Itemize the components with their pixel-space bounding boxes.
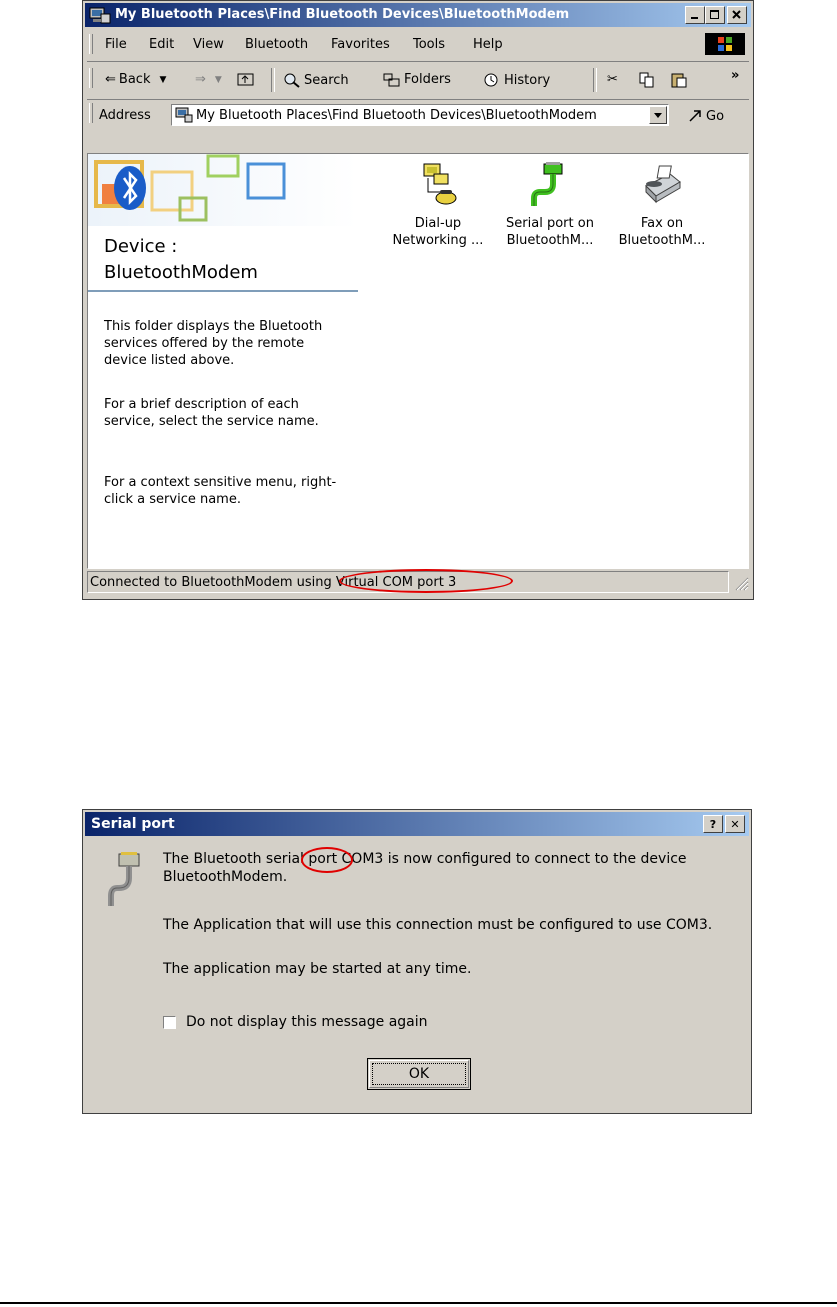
menu-tools[interactable]: Tools: [413, 37, 446, 52]
service-label-line2: BluetoothM...: [506, 233, 594, 248]
menu-file[interactable]: File: [105, 37, 127, 52]
explorer-title: My Bluetooth Places\Find Bluetooth Devices\BluetoothModem: [115, 7, 570, 22]
dont-show-again-label: Do not display this message again: [186, 1014, 428, 1030]
chevron-down-icon: [650, 107, 666, 123]
service-label: [498, 215, 602, 249]
dialog-title: Serial port: [91, 816, 175, 832]
minimize-icon: [690, 10, 700, 20]
search-button[interactable]: [283, 72, 349, 88]
dialog-title-bar[interactable]: [85, 812, 749, 836]
ok-button[interactable]: [367, 1058, 471, 1090]
service-label-line1: Dial-up: [414, 216, 462, 231]
address-bar: [87, 99, 749, 130]
scissors-icon: ✂: [607, 72, 618, 87]
history-icon: [483, 72, 501, 88]
service-label-line2: Networking ...: [392, 233, 484, 248]
history-label: History: [504, 72, 551, 88]
copy-icon: [639, 72, 655, 88]
service-label-line1: Fax on: [640, 216, 684, 231]
back-dropdown-icon: ▼: [159, 74, 167, 85]
dialog-message-start: The application may be started at any time.: [163, 961, 472, 977]
toolbar-separator-2: [593, 68, 597, 92]
go-arrow-icon: [687, 108, 703, 124]
menu-bar-grip[interactable]: [89, 34, 93, 54]
toolbar-overflow-chevron-icon[interactable]: »: [731, 68, 740, 83]
folders-icon: [383, 73, 401, 87]
history-button[interactable]: [483, 72, 550, 88]
device-heading: [104, 234, 258, 286]
close-icon: [732, 10, 742, 20]
address-value: My Bluetooth Places\Find Bluetooth Devices\BluetoothModem: [196, 108, 597, 123]
web-view-pane: [88, 154, 358, 568]
menu-bar: [87, 31, 749, 57]
forward-button[interactable]: [195, 72, 222, 87]
status-text: Connected to BluetoothModem using Virtual COM port 3: [87, 571, 729, 593]
back-label: Back: [118, 72, 151, 87]
bluetooth-banner-icon: [88, 154, 358, 226]
service-label: [386, 215, 490, 249]
address-input[interactable]: [171, 104, 669, 126]
forward-dropdown-icon: ▼: [214, 74, 222, 85]
explorer-title-bar[interactable]: [85, 3, 751, 27]
pane-paragraph-1: This folder displays the Bluetooth services offered by the remote device listed above.: [104, 319, 323, 368]
serial-cable-icon: [105, 852, 145, 908]
standard-toolbar: [87, 61, 749, 96]
status-bar: [87, 571, 749, 595]
back-button[interactable]: [105, 72, 166, 87]
toolbar-separator: [271, 68, 275, 92]
service-serial-port[interactable]: [498, 162, 602, 249]
address-label: Address: [99, 108, 151, 123]
copy-button[interactable]: [639, 72, 655, 88]
service-label-line1: Serial port on: [506, 216, 594, 231]
cut-button[interactable]: [607, 72, 618, 87]
ok-label: OK: [408, 1066, 430, 1082]
menu-bluetooth[interactable]: Bluetooth: [245, 37, 309, 52]
minimize-button[interactable]: [685, 6, 705, 24]
folders-button[interactable]: [383, 72, 451, 87]
maximize-icon: [710, 10, 720, 20]
close-icon: ✕: [730, 817, 740, 831]
dialog-message-line2: BluetoothModem.: [163, 869, 288, 885]
explorer-window: [82, 0, 754, 600]
service-label: [610, 215, 714, 249]
address-dropdown-button[interactable]: [649, 106, 667, 124]
windows-logo: [705, 33, 745, 55]
close-button[interactable]: [727, 6, 747, 24]
menu-view[interactable]: View: [193, 37, 224, 52]
page-bottom-rule: [0, 1302, 837, 1304]
help-icon: ?: [709, 817, 717, 831]
maximize-button[interactable]: [705, 6, 725, 24]
paste-button[interactable]: [671, 72, 687, 88]
service-label-line2: BluetoothM...: [618, 233, 706, 248]
up-folder-button[interactable]: [237, 72, 255, 86]
folder-content: [87, 153, 749, 569]
pane-paragraph-3: For a context sensitive menu, right-click a service name.: [104, 475, 337, 507]
folders-label: Folders: [404, 72, 451, 87]
dialog-message-line1: The Bluetooth serial port COM3 is now configured to connect to the device: [163, 851, 687, 867]
address-bar-grip[interactable]: [89, 103, 93, 123]
search-label: Search: [304, 72, 349, 88]
fax-icon: [640, 162, 684, 206]
pane-paragraph-2: For a brief description of each service, select the service name.: [104, 397, 319, 429]
go-label: Go: [706, 108, 725, 124]
menu-help[interactable]: Help: [473, 37, 503, 52]
resize-grip-icon[interactable]: [733, 575, 749, 591]
dialog-message-app: The Application that will use this connection must be configured to use COM3.: [163, 917, 713, 933]
dont-show-again-option[interactable]: [163, 1014, 428, 1030]
search-icon: [283, 72, 301, 88]
bluetooth-places-icon: [89, 6, 111, 28]
back-arrow-icon: ⇐: [105, 72, 116, 87]
dialog-close-button[interactable]: [725, 815, 745, 833]
dont-show-again-checkbox[interactable]: [163, 1016, 176, 1029]
bluetooth-places-icon-small: [175, 107, 193, 123]
service-dialup-networking[interactable]: [386, 162, 490, 249]
paste-icon: [671, 72, 687, 88]
help-button[interactable]: [703, 815, 723, 833]
windows-flag-icon: [717, 36, 733, 52]
service-fax[interactable]: [610, 162, 714, 249]
go-button[interactable]: [687, 108, 724, 124]
menu-edit[interactable]: Edit: [149, 37, 175, 52]
pane-divider: [88, 290, 358, 292]
forward-arrow-icon: ⇒: [195, 72, 206, 87]
dialup-networking-icon: [418, 162, 458, 206]
device-label: Device :: [104, 236, 178, 257]
up-folder-icon: [237, 72, 255, 86]
menu-favorites[interactable]: Favorites: [331, 37, 390, 52]
serial-port-dialog: [82, 809, 752, 1114]
toolbar-grip[interactable]: [89, 68, 93, 88]
device-name: BluetoothModem: [104, 262, 258, 283]
serial-port-icon: [530, 162, 570, 206]
